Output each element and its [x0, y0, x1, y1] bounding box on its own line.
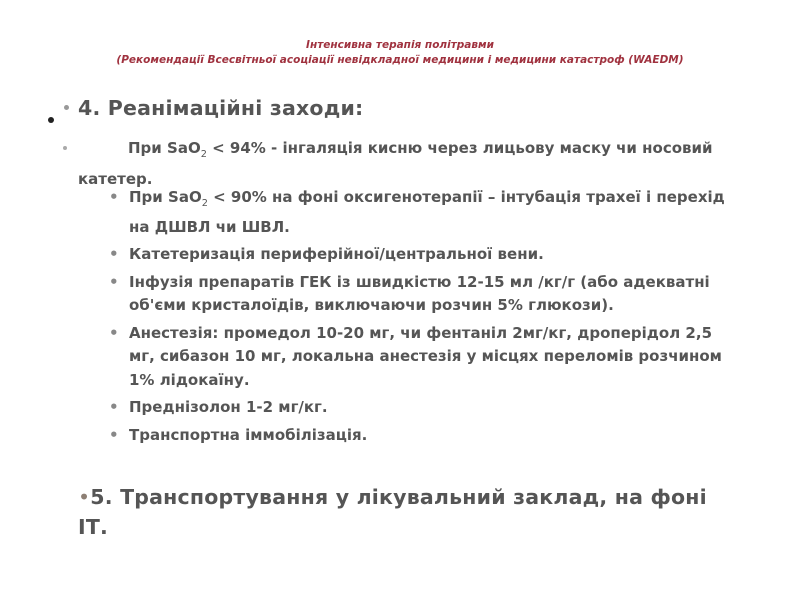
text-part: < 94% - інгаляція кисню через лицьову маску чи носовий катетер. [78, 139, 713, 188]
bullet-dot-icon [63, 146, 67, 150]
list-item: • Анестезія: промедол 10-20 мг, чи фентаніл 2мг/кг, дроперідол 2,5 мг, сибазон 10 мг, локальна анестезія у місцях переломів розчином 1% лідокаїну. [109, 322, 729, 393]
text-part: < 90% на фоні оксигенотерапії – інтубація трахеї і перехід на ДШВЛ чи ШВЛ. [129, 188, 725, 236]
list-item [109, 186, 729, 239]
subscript: 2 [201, 198, 208, 209]
subscript: 2 [200, 149, 207, 160]
list-item: • Катетеризація периферійної/центральної вени. [109, 243, 729, 267]
oxygen-inhalation-text [78, 136, 738, 191]
header-subtitle: (Рекомендації Всесвітньої асоціації невідкладної медицини і медицини катастроф (WAEDM) [116, 54, 684, 66]
bullet-dot-icon [64, 105, 69, 110]
section-4-title: 4. Реанімаційні заходи: [78, 96, 364, 120]
list-item: • Транспортна іммобілізація. [109, 424, 729, 448]
measures-list [109, 186, 729, 451]
bullet-dot-icon [48, 117, 54, 123]
section-5-text [78, 482, 738, 542]
text-part: При SaO [128, 139, 201, 157]
text-part: 5. Транспортування у лікувальний заклад, на фоні ІТ. [78, 485, 707, 539]
list-item: • Інфузія препаратів ГЕК із швидкістю 12-15 мл /кг/г (або адекватні об'єми кристалоїдів, виключаючи розчин 5% глюкози). [109, 271, 729, 318]
header-title: Інтенсивна терапія політравми [306, 39, 494, 51]
text-part: При SaO [129, 188, 202, 206]
list-item: • Преднізолон 1-2 мг/кг. [109, 396, 729, 420]
bullet-icon: • [78, 485, 91, 509]
